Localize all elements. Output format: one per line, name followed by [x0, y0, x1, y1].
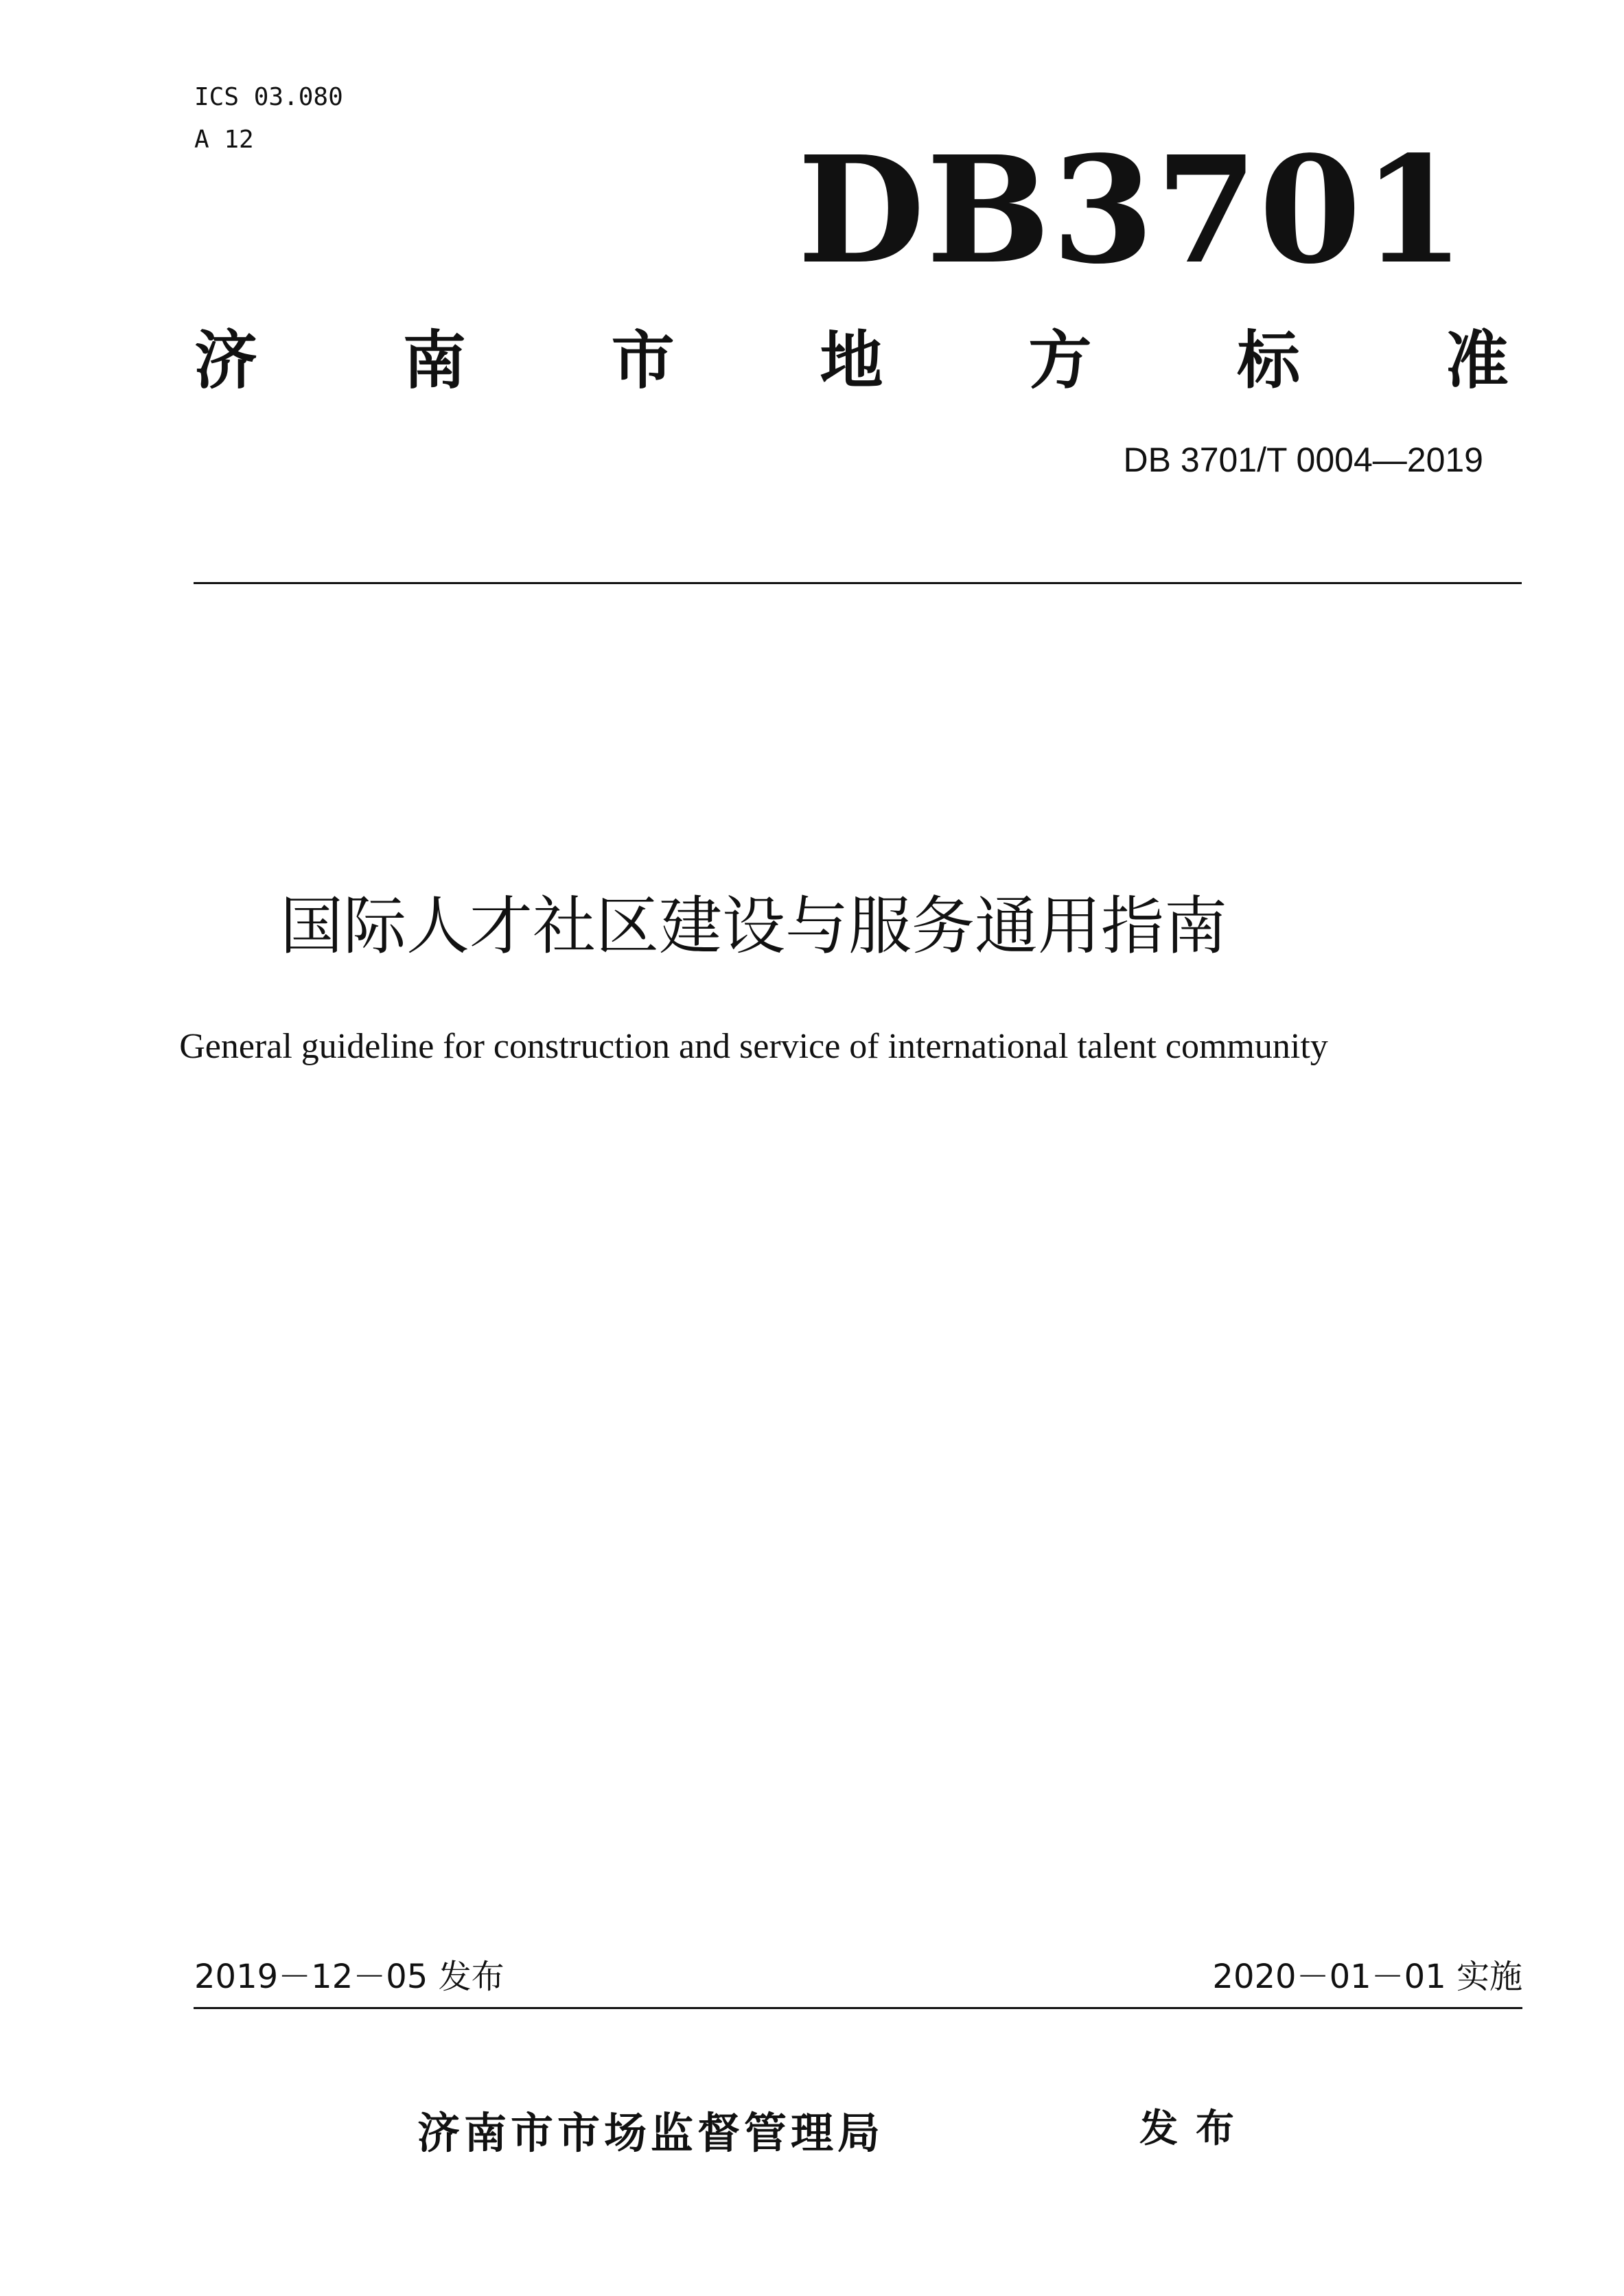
publish-label: 发布 [1139, 2107, 1252, 2151]
document-title-en: General guideline for construction and service of international talent community [179, 1027, 1328, 1066]
document-title-zh: 国际人才社区建设与服务通用指南 [279, 890, 1227, 963]
standard-number: DB 3701/T 0004—2019 [1123, 441, 1483, 479]
footer-divider [194, 2007, 1522, 2009]
standard-type-char: 标 [1237, 324, 1301, 397]
ics-code: ICS 03.080 [194, 83, 343, 111]
standard-type-char: 南 [402, 324, 466, 397]
issue-date: 2019－12－05 发布 [194, 1958, 504, 1996]
header-divider [194, 582, 1522, 584]
standard-type-char: 方 [1028, 324, 1092, 397]
ccs-code: A 12 [194, 126, 254, 154]
standard-type-char: 地 [820, 324, 883, 397]
standard-code-large: DB3701 [797, 124, 1466, 297]
implementation-date: 2020－01－01 实施 [1212, 1958, 1522, 1996]
standard-type-char: 济 [194, 324, 258, 397]
issuing-authority: 济南市市场监督管理局 [417, 2108, 885, 2158]
standard-type-heading [194, 318, 1509, 397]
standard-type-char: 准 [1445, 324, 1509, 397]
standard-type-char: 市 [611, 324, 675, 397]
